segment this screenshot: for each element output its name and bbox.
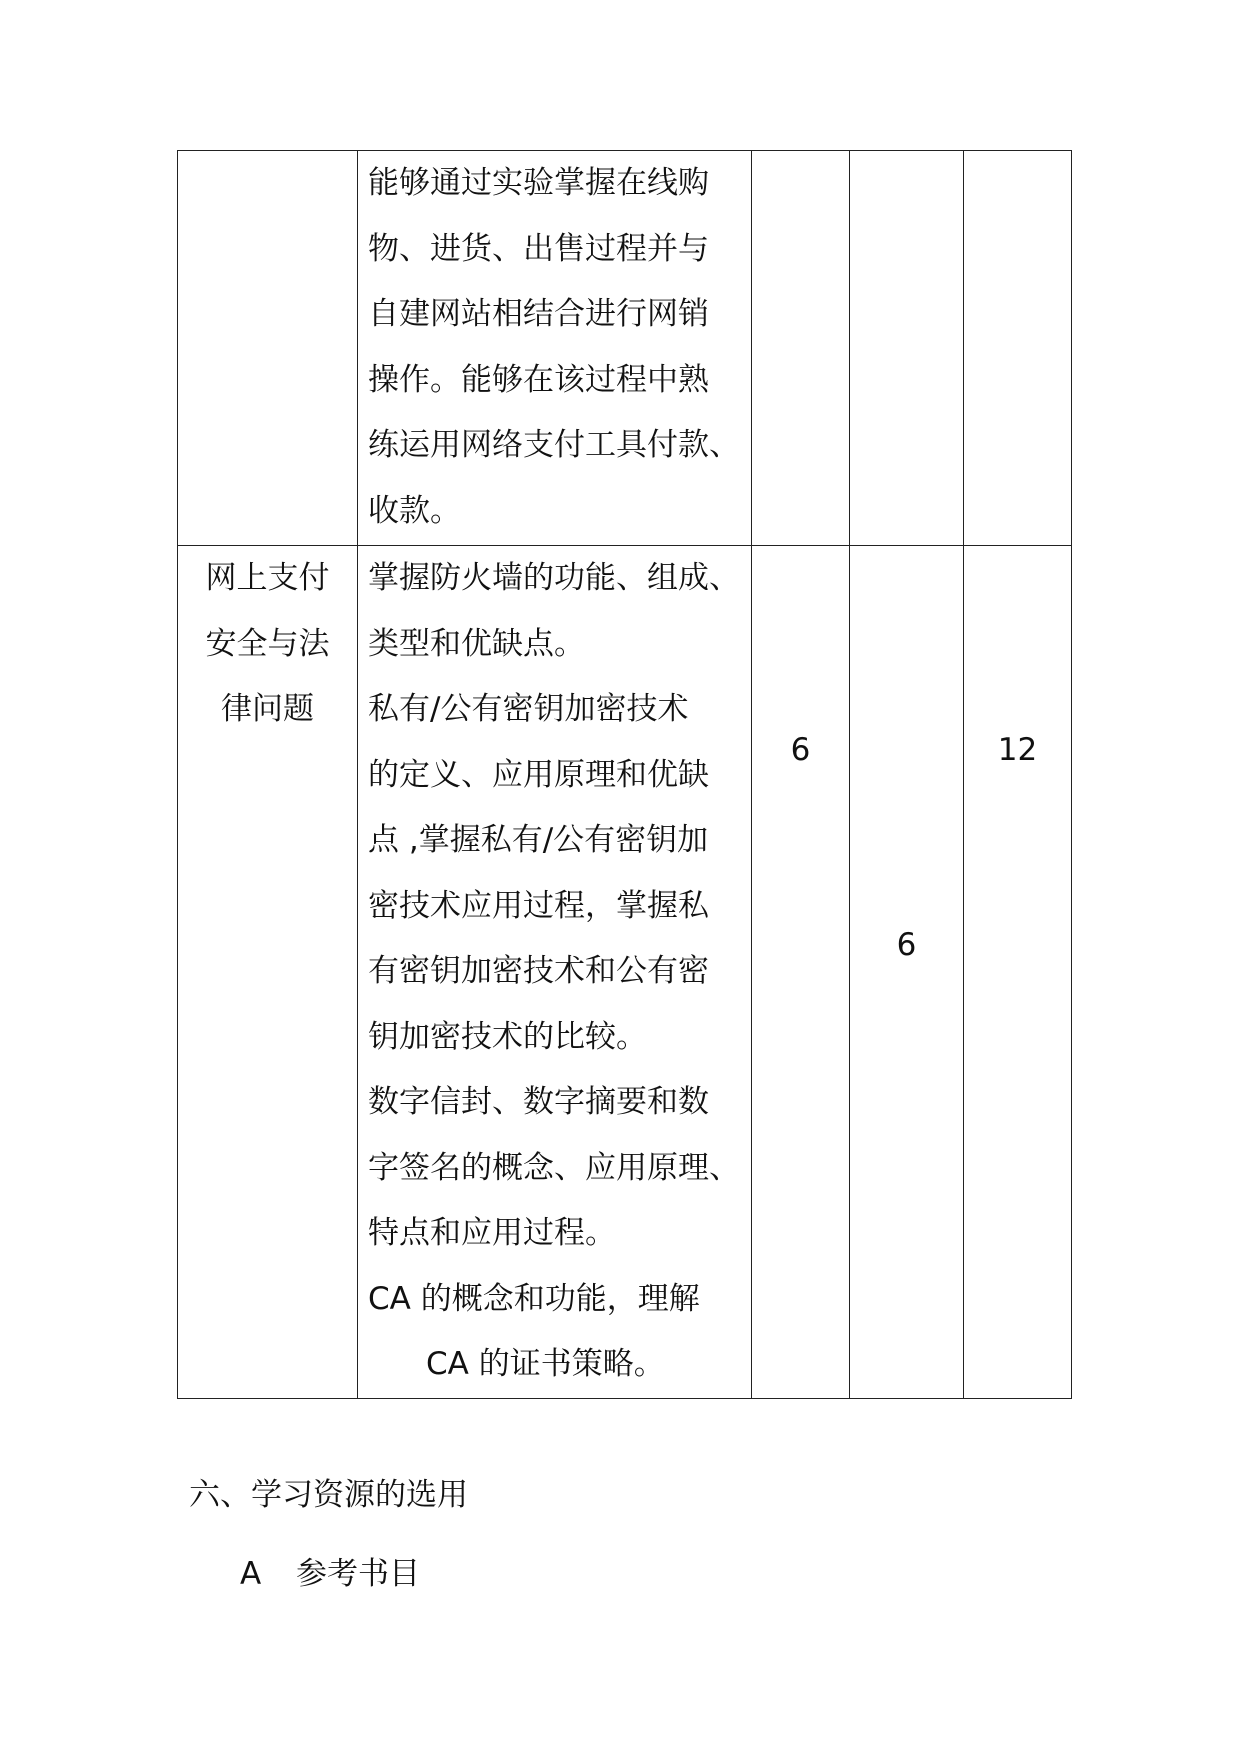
sub-heading-title: 参考书目 [296, 1556, 420, 1592]
table-row [178, 151, 1072, 546]
topic-cell [178, 151, 358, 546]
content-cell [358, 546, 752, 1399]
sub-heading [240, 1554, 420, 1594]
hours-value-b: 6 [896, 927, 917, 963]
content-line: 有密钥加密技术和公有密 [368, 953, 709, 989]
hours-value-a: 6 [790, 732, 811, 768]
hours-value-total: 12 [997, 732, 1038, 768]
content-line: 掌握防火墙的功能、组成、 [368, 560, 740, 596]
section-heading: 六、学习资源的选用 [189, 1477, 468, 1513]
topic-cell [178, 546, 358, 1399]
content-cell [358, 151, 752, 546]
topic-line: 网上支付 [205, 560, 330, 596]
content-line: 能够通过实验掌握在线购 [368, 165, 709, 201]
hours-cell-a [752, 151, 850, 546]
content-line: 密技术应用过程，掌握私 [368, 887, 709, 924]
content-line: 的定义、应用原理和优缺 [368, 756, 709, 793]
sub-heading-letter: A [240, 1556, 262, 1592]
content-line: 私有/公有密钥加密技术 [368, 691, 689, 727]
content-line: 操作。能够在该过程中熟 [368, 361, 709, 398]
hours-cell-b [850, 151, 964, 546]
hours-cell-a [752, 546, 850, 1399]
content-line: 字签名的概念、应用原理、 [368, 1149, 740, 1186]
hours-cell-total [964, 151, 1072, 546]
content-line: 特点和应用过程。 [368, 1215, 616, 1251]
hours-cell-b [850, 546, 964, 1399]
content-line: 数字信封、数字摘要和数 [368, 1084, 709, 1120]
topic-line: 律问题 [221, 691, 314, 727]
hours-cell-total [964, 546, 1072, 1399]
content-line: 点 ,掌握私有/公有密钥加 [368, 822, 709, 858]
content-line: 钥加密技术的比较。 [368, 1018, 647, 1055]
content-line: 练运用网络支付工具付款、 [368, 427, 740, 463]
content-line: 物、进货、出售过程并与 [368, 230, 709, 267]
course-hours-table [177, 150, 1072, 1399]
content-line: 类型和优缺点。 [368, 625, 585, 662]
topic-line: 安全与法 [205, 625, 330, 662]
content-line: 收款。 [368, 492, 461, 529]
content-line: CA 的概念和功能，理解 [368, 1280, 700, 1317]
table-row [178, 546, 1072, 1399]
content-line: CA 的证书策略。 [426, 1346, 665, 1382]
content-line: 自建网站相结合进行网销 [368, 296, 709, 332]
